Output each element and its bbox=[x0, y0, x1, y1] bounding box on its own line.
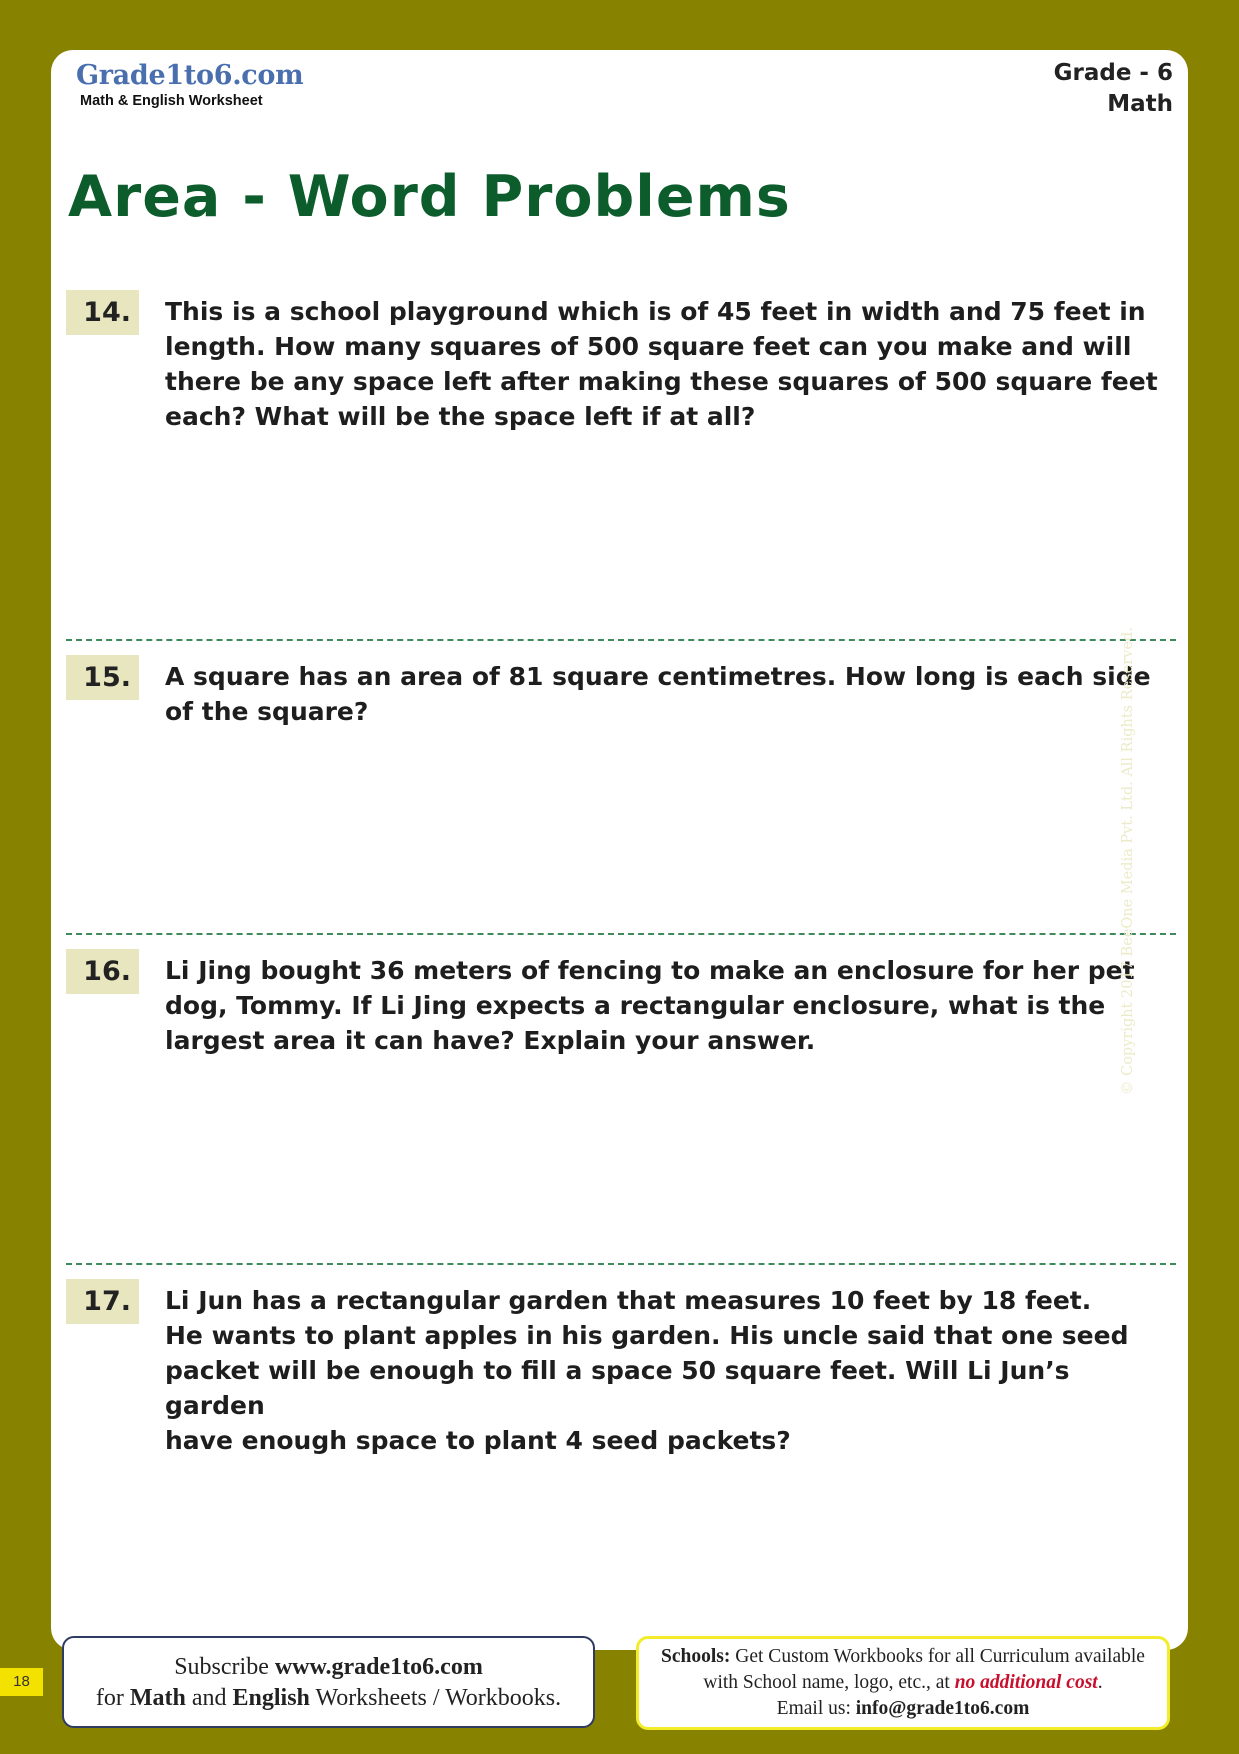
schools-email-link[interactable]: info@grade1to6.com bbox=[855, 1698, 1030, 1719]
copyright-notice: © Copyright 2017 BeeOne Media Pvt. Ltd. All Rights Reserved. bbox=[1120, 627, 1136, 1095]
problem-text: A square has an area of 81 square centimetres. How long is each side of the square? bbox=[165, 662, 1151, 726]
schools-banner bbox=[636, 1636, 1170, 1730]
grade-label bbox=[1054, 58, 1173, 120]
subscribe-line-1 bbox=[64, 1652, 593, 1683]
subscribe-suffix: Worksheets / Workbooks. bbox=[309, 1685, 562, 1711]
subject: Math bbox=[1107, 91, 1173, 117]
schools-line-3 bbox=[639, 1696, 1167, 1722]
problem-number: 15. bbox=[66, 655, 139, 700]
problem-number: 17. bbox=[66, 1279, 139, 1324]
page-number: 18 bbox=[0, 1668, 43, 1696]
schools-text-2: with School name, logo, etc., at bbox=[703, 1672, 955, 1693]
site-logo[interactable] bbox=[76, 62, 303, 109]
schools-line-1 bbox=[639, 1644, 1167, 1670]
dashed-divider bbox=[66, 639, 1176, 641]
problem-text: Li Jun has a rectangular garden that measures 10 feet by 18 feet. He wants to plant apples in his garden. His uncle said that one seed packet will be enough to fill a space 50 square feet. Will Li Jun’s garden have enough space to plant 4 seed packets? bbox=[165, 1286, 1129, 1455]
problem-text: Li Jing bought 36 meters of fencing to make an enclosure for her pet dog, Tommy. If Li Jing expects a rectangular enclosure, what is the largest area it can have? Explain your answer. bbox=[165, 956, 1135, 1055]
schools-label: Schools: bbox=[661, 1646, 731, 1667]
schools-text-1: Get Custom Workbooks for all Curriculum available bbox=[730, 1646, 1145, 1667]
subscribe-link[interactable]: www.grade1to6.com bbox=[274, 1654, 483, 1680]
schools-line-2 bbox=[639, 1670, 1167, 1696]
problem-number: 16. bbox=[66, 949, 139, 994]
subscribe-english: English bbox=[232, 1685, 310, 1711]
page-title: Area - Word Problems bbox=[68, 164, 791, 230]
grade-level: Grade - 6 bbox=[1053, 60, 1173, 86]
subscribe-line-2 bbox=[64, 1683, 593, 1714]
subscribe-for: for bbox=[95, 1685, 130, 1711]
dashed-divider bbox=[66, 1263, 1176, 1265]
schools-period: . bbox=[1097, 1672, 1103, 1693]
logo-name: Grade1to6.com bbox=[76, 60, 304, 91]
subscribe-math: Math bbox=[129, 1685, 186, 1711]
schools-email-label: Email us: bbox=[776, 1698, 856, 1719]
schools-emphasis: no additional cost bbox=[954, 1672, 1098, 1693]
worksheet-page bbox=[51, 50, 1188, 1650]
subscribe-and: and bbox=[185, 1685, 233, 1711]
problem-number: 14. bbox=[66, 290, 139, 335]
problem-text: This is a school playground which is of 45 feet in width and 75 feet in length. How many squares of 500 square feet can you make and will there be any space left after making these squares of 500 square feet each? What will be the space left if at all? bbox=[165, 297, 1158, 431]
dashed-divider bbox=[66, 933, 1176, 935]
logo-tagline: Math & English Worksheet bbox=[80, 93, 263, 109]
subscribe-banner[interactable] bbox=[62, 1636, 595, 1728]
subscribe-prefix: Subscribe bbox=[174, 1654, 275, 1680]
